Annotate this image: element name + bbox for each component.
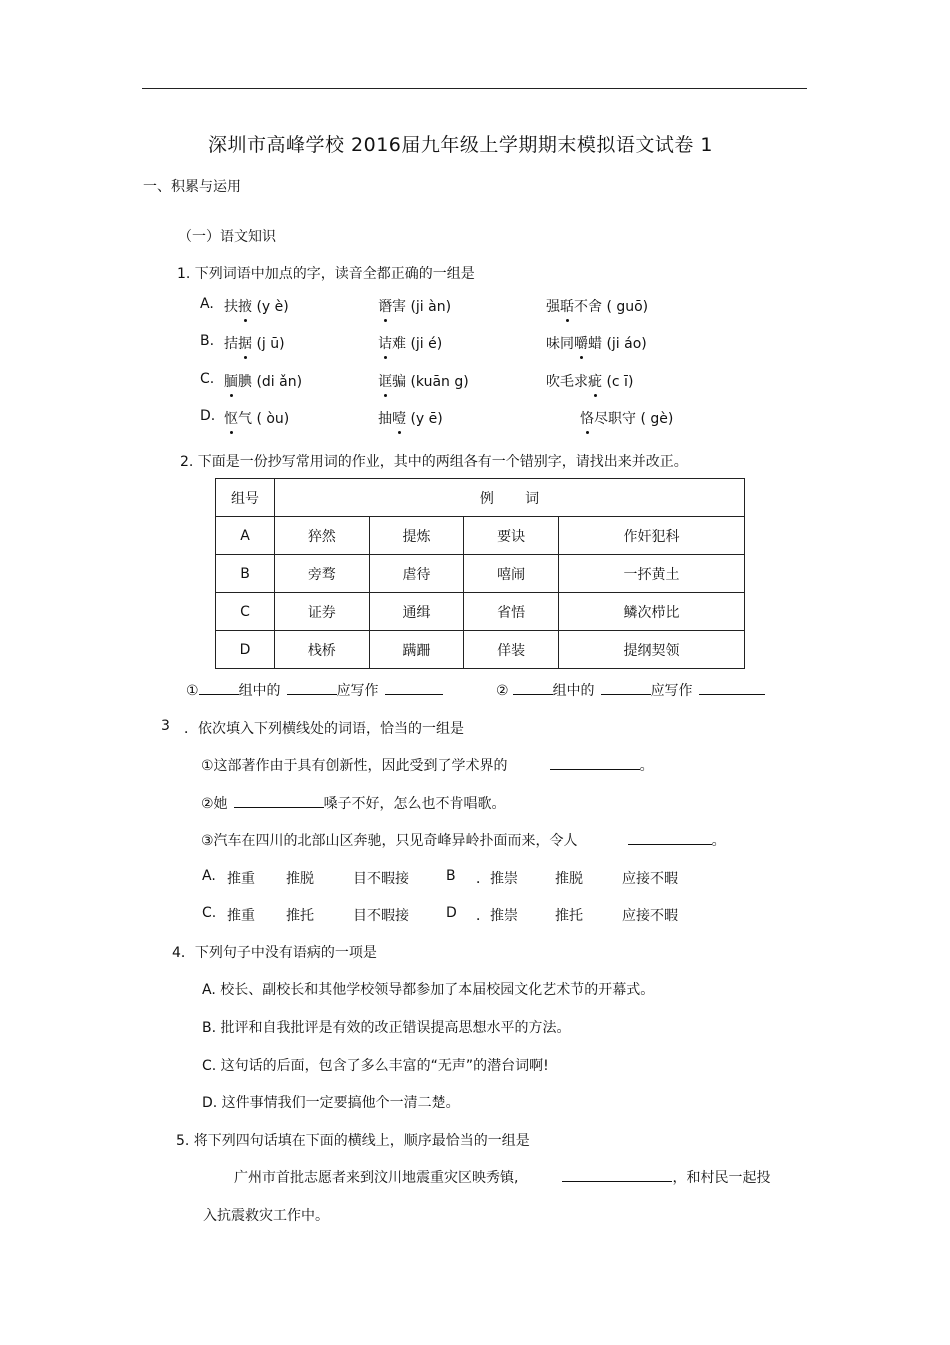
question-4-option-d: D. 这件事情我们一定要搞他个一清二楚。	[202, 1095, 460, 1111]
option-item: 恪尽职守 ( gè)	[580, 408, 673, 428]
table-cell: 猝然	[275, 517, 370, 555]
answer-blank[interactable]	[550, 755, 640, 770]
header-group: 组号	[216, 479, 275, 517]
question-5-stem: 5. 将下列四句话填在下面的横线上，顺序最恰当的一组是	[176, 1133, 530, 1149]
table-cell: 作奸犯科	[558, 517, 744, 555]
question-3-sentence-2: ②她 嗓子不好，怎么也不肯唱歌。	[201, 793, 506, 813]
question-4-stem: 4．下列句子中没有语病的一项是	[172, 945, 377, 961]
table-row	[216, 517, 745, 555]
table-cell: 嘻闹	[464, 555, 559, 593]
table-header-row	[216, 479, 745, 517]
option-word: 推重	[227, 908, 255, 924]
answer-blank[interactable]	[513, 680, 553, 695]
answer-blank[interactable]	[234, 793, 324, 808]
answer-blank[interactable]	[628, 830, 712, 845]
subsection-heading: （一）语文知识	[178, 229, 276, 245]
option-letter: C.	[202, 905, 217, 921]
table-cell: 提纲契领	[558, 631, 744, 669]
table-cell: 虐待	[369, 555, 464, 593]
option-letter: A.	[200, 296, 214, 312]
answer-blank[interactable]	[385, 680, 443, 695]
option-word: ．推崇	[476, 908, 518, 924]
table-cell: 蹒跚	[369, 631, 464, 669]
question-3-stem: ．依次填入下列横线处的词语，恰当的一组是	[184, 721, 464, 737]
table-cell: 鳞次栉比	[558, 593, 744, 631]
table-row	[216, 555, 745, 593]
option-item: 吹毛求疵 (c ī)	[546, 371, 633, 391]
option-word: 推托	[286, 908, 314, 924]
table-row	[216, 631, 745, 669]
question-3-sentence-1: ①这部著作由于具有创新性，因此受到了学术界的 。	[201, 755, 654, 775]
option-word: 推脱	[286, 871, 314, 887]
header-rule	[142, 88, 807, 89]
question-4-option-b: B. 批评和自我批评是有效的改正错误提高思想水平的方法。	[202, 1020, 571, 1036]
table-cell: 佯装	[464, 631, 559, 669]
table-cell: 通缉	[369, 593, 464, 631]
page-title: 深圳市高峰学校 2016届九年级上学期期末模拟语文试卷 1	[208, 134, 714, 156]
question-2-answer-line: ② 组中的 应写作	[496, 680, 765, 700]
table-cell: 要诀	[464, 517, 559, 555]
option-item: 诓骗 (kuān g)	[378, 371, 469, 391]
table-cell: 旁骛	[275, 555, 370, 593]
option-word: 推脱	[555, 871, 583, 887]
word-table	[215, 478, 745, 669]
option-letter: B	[446, 868, 456, 884]
option-item: 抽噎 (y ē)	[378, 408, 443, 428]
question-5-passage-line-1: 广州市首批志愿者来到汶川地震重灾区映秀镇, ，和村民一起投	[234, 1167, 770, 1187]
question-2-stem: 2. 下面是一份抄写常用词的作业，其中的两组各有一个错别字，请找出来并改正。	[180, 454, 688, 470]
option-word: 目不暇接	[353, 908, 409, 924]
answer-blank[interactable]	[699, 680, 765, 695]
option-letter: C.	[200, 371, 215, 387]
question-3-sentence-3: ③汽车在四川的北部山区奔驰，只见奇峰异岭扑面而来，令人 。	[201, 830, 726, 850]
question-4-option-c: C. 这句话的后面，包含了多么丰富的“无声”的潜台词啊!	[202, 1058, 549, 1074]
option-item: 味同嚼蜡 (ji áo)	[546, 333, 647, 353]
question-1-stem: 1. 下列词语中加点的字，读音全都正确的一组是	[177, 266, 475, 282]
table-cell: B	[216, 555, 275, 593]
option-word: 推重	[227, 871, 255, 887]
answer-blank[interactable]	[601, 680, 651, 695]
option-item: 强聒不舍 ( guō)	[546, 296, 648, 316]
table-cell: 提炼	[369, 517, 464, 555]
option-item: 诘难 (ji é)	[378, 333, 442, 353]
section-heading: 一、积累与运用	[143, 179, 241, 195]
table-cell: 栈桥	[275, 631, 370, 669]
option-word: 应接不暇	[622, 871, 678, 887]
option-letter: B.	[200, 333, 215, 349]
option-word: ．推崇	[476, 871, 518, 887]
question-2-answer-line: ① 组中的 应写作	[186, 680, 443, 700]
question-5-passage-line-2: 入抗震救灾工作中。	[203, 1208, 329, 1224]
table-cell: 一抔黄土	[558, 555, 744, 593]
option-item: 怄气 ( òu)	[224, 408, 289, 428]
table-cell: 证券	[275, 593, 370, 631]
table-cell: A	[216, 517, 275, 555]
question-4-option-a: A. 校长、副校长和其他学校领导都参加了本届校园文化艺术节的开幕式。	[202, 982, 655, 998]
option-letter: D.	[200, 408, 216, 424]
answer-blank[interactable]	[199, 680, 239, 695]
answer-blank[interactable]	[287, 680, 337, 695]
option-word: 推托	[555, 908, 583, 924]
option-item: 腼腆 (di ǎn)	[224, 371, 302, 391]
option-item: 拮据 (j ū)	[224, 333, 285, 353]
option-letter: D	[446, 905, 457, 921]
table-cell: 省悟	[464, 593, 559, 631]
option-letter: A.	[202, 868, 216, 884]
table-row	[216, 593, 745, 631]
option-item: 扶掖 (y è)	[224, 296, 289, 316]
answer-blank[interactable]	[562, 1167, 672, 1182]
option-item: 谮害 (ji àn)	[378, 296, 451, 316]
header-words: 例 词	[275, 479, 745, 517]
option-word: 目不暇接	[353, 871, 409, 887]
table-cell: C	[216, 593, 275, 631]
option-word: 应接不暇	[622, 908, 678, 924]
table-cell: D	[216, 631, 275, 669]
question-3-number: 3	[161, 718, 170, 734]
